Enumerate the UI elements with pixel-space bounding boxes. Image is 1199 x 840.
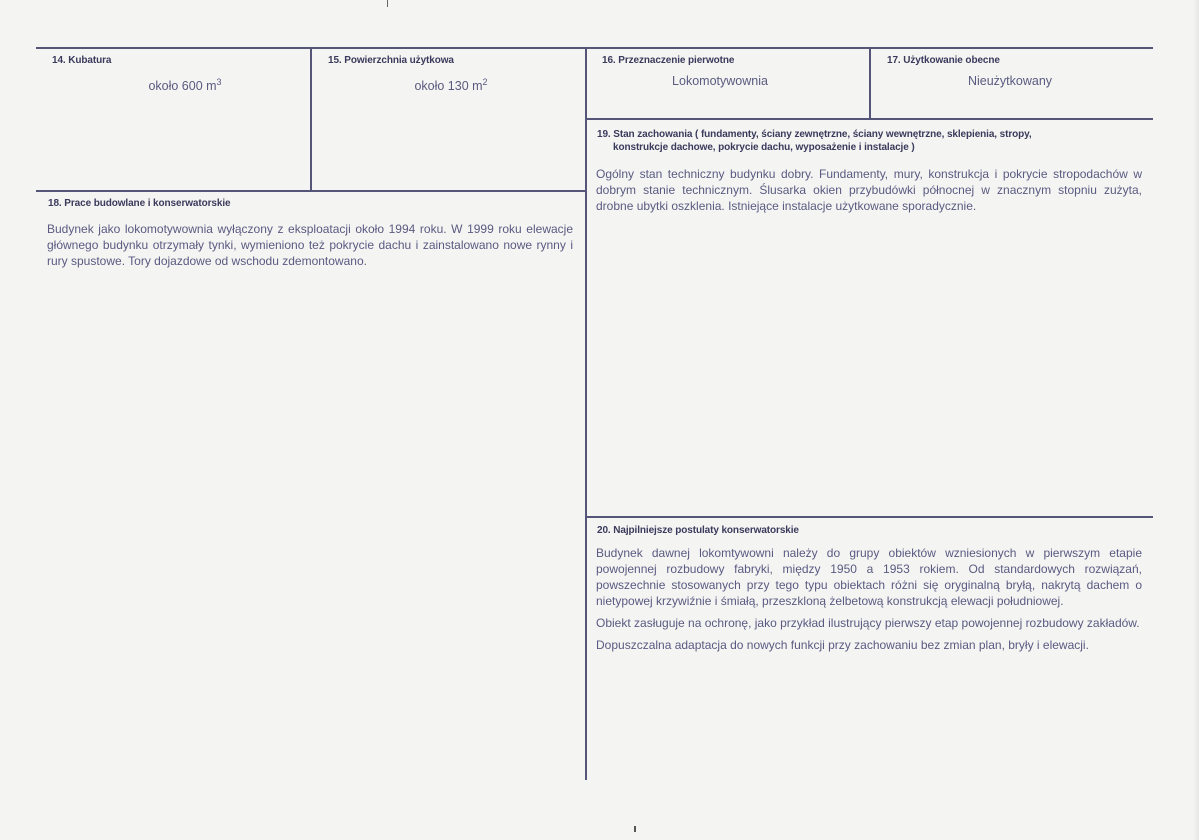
divider-above-19 [585,118,1153,120]
field-20-label: 20. Najpilniejsze postulaty konserwatorskie [597,525,799,536]
field-19-text: Ogólny stan techniczny budynku dobry. Fundamenty, mury, konstrukcja i pokrycie stropodachów w dobrym stanie technicznym. Ślusarka okien przybudówki północnej w znacznym stopniu zużyta, drobne ubytki oszklenia. Istniejące instalacje użytkowane sporadycznie. [596,167,1142,213]
field-15-value-text: około 130 m [414,79,483,94]
bottom-mark [634,826,636,832]
field-20-text [596,545,1142,659]
divider-16-17 [869,47,871,119]
field-16-label: 16. Przeznaczenie pierwotne [602,55,735,66]
top-tick-mark [387,0,388,7]
divider-main [585,47,587,780]
field-15-label: 15. Powierzchnia użytkowa [328,55,454,66]
field-20-paragraph-2: Obiekt zasługuje na ochronę, jako przykład ilustrujący pierwszy etap powojennej rozbudowy zakładów. [596,616,1140,630]
divider-above-18 [36,190,587,192]
field-15-value-sup: 2 [482,77,488,87]
field-18-label: 18. Prace budowlane i konserwatorskie [48,198,231,209]
field-14-value-sup: 3 [216,77,222,87]
field-16-value: Lokomotywownia [672,74,768,88]
field-18-text: Budynek jako lokomotywownia wyłączony z eksploatacji około 1994 roku. W 1999 roku elewacje głównego budynku otrzymały tynki, wymieniono też pokrycie dachu i zainstalowano nowe rynny i rury spustowe. Tory dojazdowe od wschodu zdemontowano. [47,222,573,268]
field-20-paragraph-1: Budynek dawnej lokomtywowni należy do grupy obiektów wzniesionych w pierwszym etapie powojennej rozbudowy fabryki, między 1950 a 1953 rokiem. Od standardowych rozwiązań, powszechnie stosowanych przy tego typu obiektach różni się oryginalną bryłą, nakrytą dachem o nietypowej krzywiźnie i śmiałą, przeszkloną żelbetową konstrukcją elewacji południowej. [596,546,1142,608]
field-14-value [100,77,270,93]
divider-above-20 [585,516,1153,518]
field-15-value [366,77,536,93]
field-19-label [597,128,1137,154]
page-edge-shadow [1193,0,1199,840]
field-17-label: 17. Użytkowanie obecne [887,55,1000,66]
field-19-label-line2: konstrukcje dachowe, pokrycie dachu, wyposażenie i instalacje ) [613,142,915,153]
field-20-paragraph-3: Dopuszczalna adaptacja do nowych funkcji przy zachowaniu bez zmian plan, bryły i elewacji. [596,638,1089,652]
field-14-value-text: około 600 m [148,79,217,94]
field-14-label: 14. Kubatura [52,55,112,66]
top-border [36,47,1153,49]
divider-14-15 [310,47,312,191]
field-19-label-line1: 19. Stan zachowania ( fundamenty, ściany zewnętrzne, ściany wewnętrzne, sklepienia, stropy, [597,129,1032,140]
field-17-value: Nieużytkowany [967,74,1053,88]
